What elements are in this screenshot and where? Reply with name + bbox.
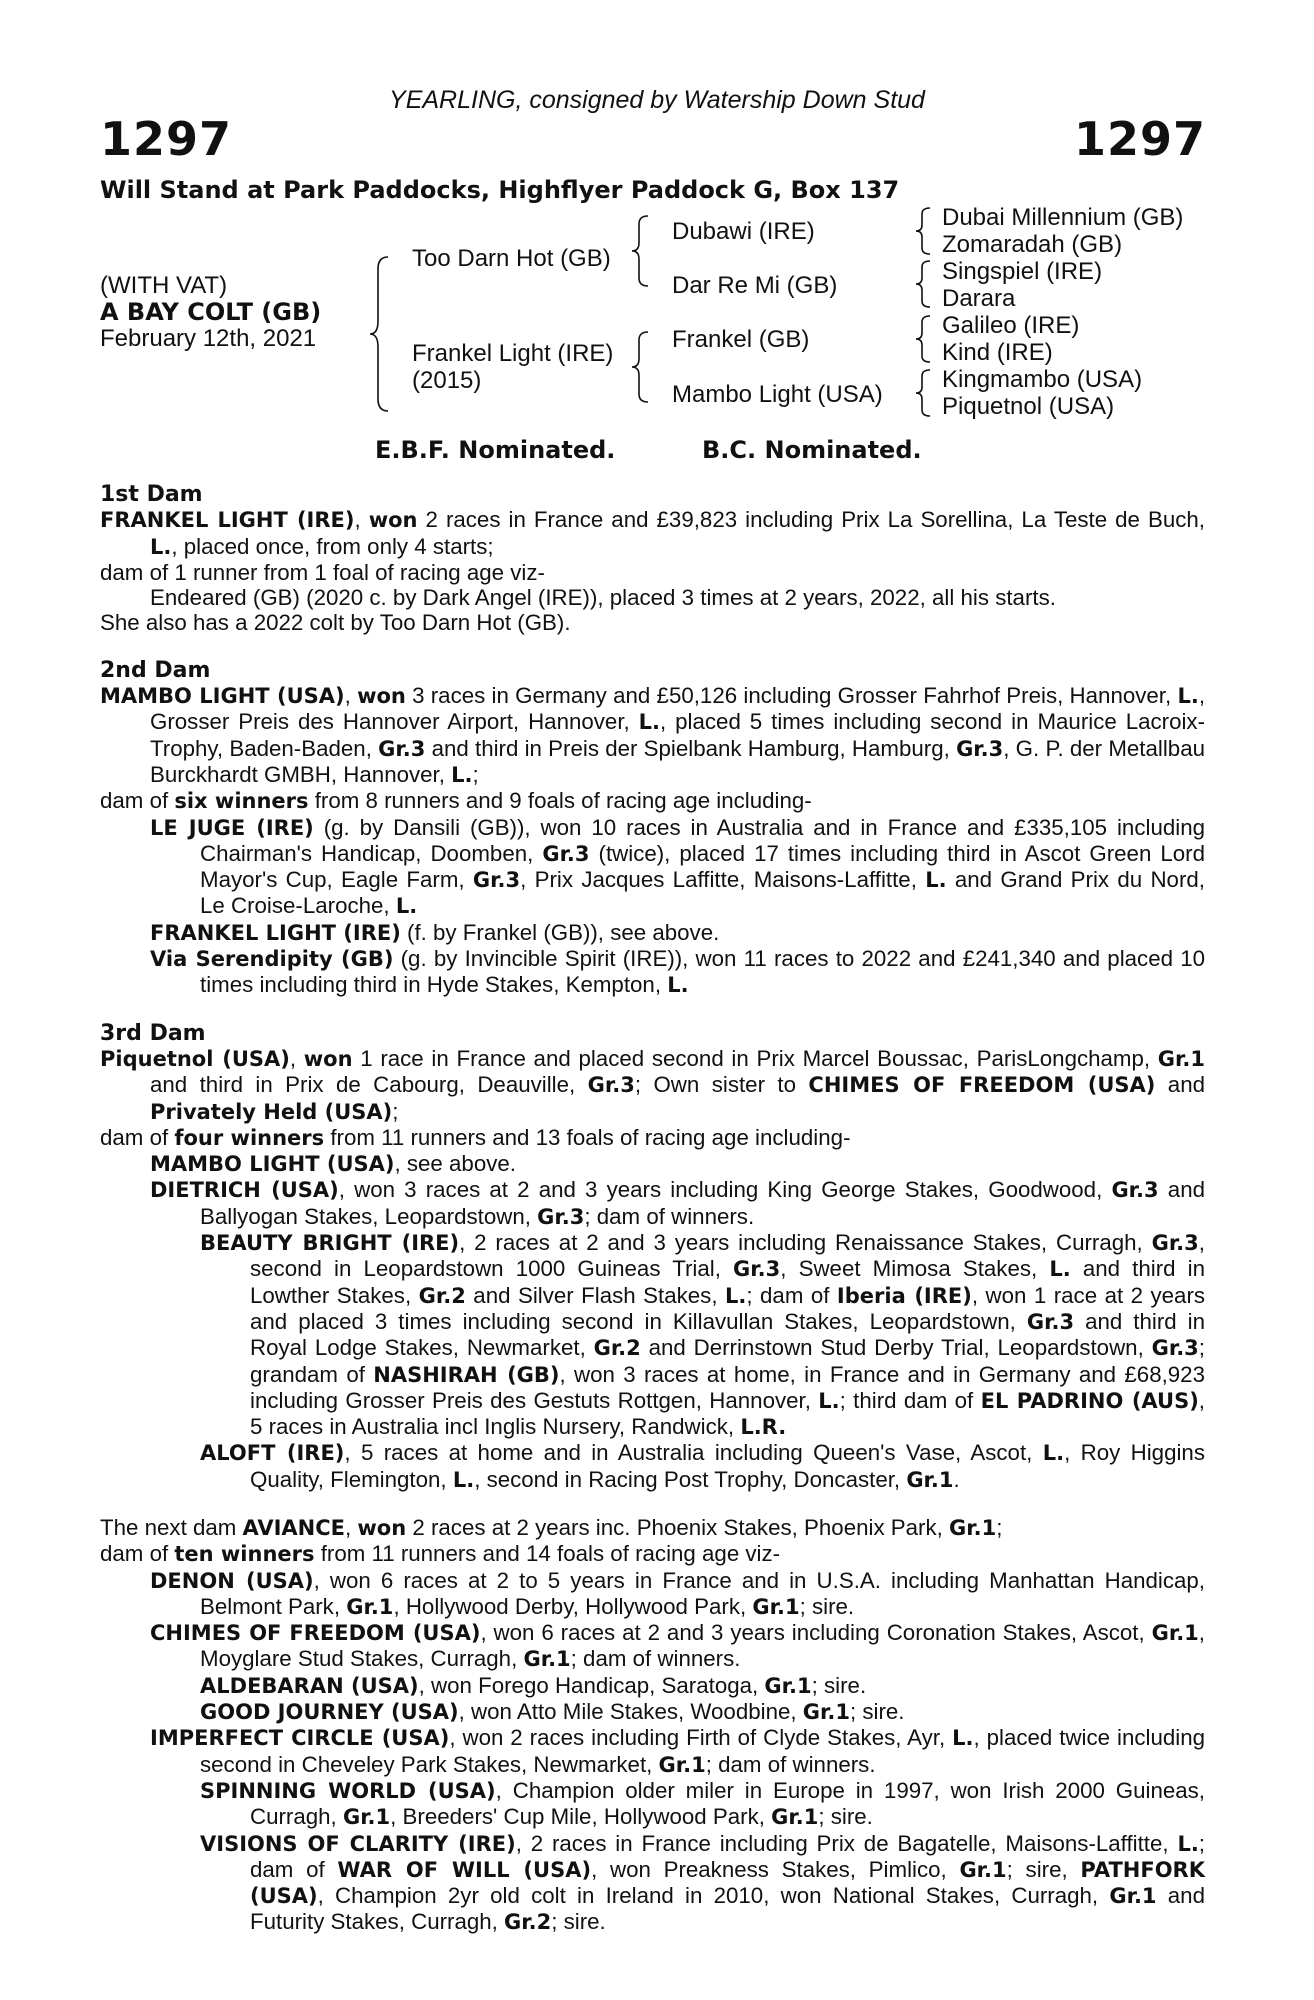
- produce-via-serendipity: [100, 946, 1205, 999]
- next-dam-section: [100, 1515, 1205, 1936]
- text-run: and Grand Prix du Nord, Le Croise-Laroche,: [200, 867, 1205, 919]
- bold-text-run: Gr.3: [1151, 1336, 1199, 1361]
- pedigree-gen3-8: Piquetnol (USA): [942, 393, 1115, 420]
- text-run: ;: [472, 761, 479, 787]
- next-dam-produce-intro: [100, 1541, 1205, 1567]
- bold-text-run: Gr.1: [1151, 1621, 1199, 1646]
- pedigree-gen3-4: Darara: [942, 285, 1016, 312]
- text-run: ,: [345, 1514, 358, 1540]
- bold-text-run: Gr.1: [771, 1805, 819, 1830]
- text-run: ; dam of: [746, 1282, 837, 1308]
- text-run: , placed twice including second in Cheveley Park Stakes, Newmarket,: [200, 1725, 1206, 1777]
- pedigree-dam-sire: Frankel (GB): [672, 326, 810, 353]
- text-run: , Sweet Mimosa Stakes,: [780, 1256, 1050, 1282]
- produce-le-juge: [100, 815, 1205, 920]
- text-run: , 5 races at home and in Australia including Queen's Vase, Ascot,: [344, 1440, 1043, 1466]
- bold-text-run: WAR OF WILL (USA): [337, 1857, 592, 1882]
- first-dam-produce: Endeared (GB) (2020 c. by Dark Angel (IRE)), placed 3 times at 2 years, 2022, all his starts.: [150, 585, 1056, 611]
- bold-text-run: Gr.1: [658, 1752, 706, 1777]
- text-run: ; Own sister to: [634, 1072, 809, 1098]
- text-run: and Derrinstown Stud Derby Trial, Leopardstown,: [640, 1335, 1152, 1361]
- pedigree-brace-dam: [630, 330, 652, 404]
- text-run: , won 2 races including Firth of Clyde Stakes, Ayr,: [449, 1725, 953, 1751]
- text-run: 2 races in France and £39,823 including Prix La Sorellina, La Teste de Buch,: [417, 507, 1206, 533]
- first-dam-section: [100, 482, 1205, 636]
- text-run: , second in Racing Post Trophy, Doncaster,: [474, 1466, 907, 1492]
- first-dam-also: She also has a 2022 colt by Too Darn Hot (GB).: [100, 610, 571, 636]
- produce-chimes-of-freedom: [100, 1620, 1205, 1673]
- text-run: , Roy Higgins Quality, Flemington,: [250, 1440, 1205, 1492]
- bold-text-run: DENON (USA): [150, 1568, 314, 1593]
- text-run: , Champion older miler in Europe in 1997, won Irish 2000 Guineas, Curragh,: [250, 1777, 1205, 1830]
- text-run: , won Forego Handicap, Saratoga,: [418, 1672, 765, 1698]
- text-run: ; dam of: [250, 1830, 1205, 1882]
- bold-text-run: L.: [1177, 1831, 1199, 1856]
- produce-spinning-world: [100, 1778, 1205, 1831]
- pedigree-sire-sire: Dubawi (IRE): [672, 218, 815, 245]
- bold-text-run: L.: [1042, 1441, 1065, 1466]
- first-dam-produce-intro: dam of 1 runner from 1 foal of racing age viz-: [100, 559, 545, 585]
- bold-text-run: four winners: [174, 1125, 325, 1150]
- bold-text-run: L.: [395, 894, 418, 919]
- text-run: (twice), placed 17 times including third in Ascot Green Lord Mayor's Cup, Eagle Farm,: [200, 840, 1205, 893]
- bold-text-run: L.: [638, 710, 661, 735]
- produce-imperfect-circle: [100, 1725, 1205, 1778]
- text-run: and third in Prix de Cabourg, Deauville,: [150, 1072, 588, 1098]
- bold-text-run: Gr.3: [542, 841, 590, 866]
- vat-note: (WITH VAT): [100, 272, 228, 299]
- bold-text-run: BEAUTY BRIGHT (IRE): [200, 1231, 460, 1256]
- pedigree-brace-main: [368, 255, 392, 413]
- text-run: and third in Preis der Spielbank Hamburg, Hamburg,: [425, 735, 957, 761]
- pedigree-brace-sire: [630, 214, 652, 288]
- text-run: (g. by Invincible Spirit (IRE)), won 11 races to 2022 and £241,340 and placed 10 times including third in Hyde Stakes, Kempton,: [200, 946, 1205, 998]
- bold-text-run: Gr.3: [537, 1204, 585, 1229]
- produce-visions-of-clarity: [100, 1831, 1205, 1936]
- text-run: from 11 runners and 13 foals of racing age including-: [324, 1124, 851, 1150]
- produce-dietrich: [100, 1177, 1205, 1230]
- produce-aloft: [100, 1440, 1205, 1493]
- bold-text-run: Gr.3: [733, 1257, 781, 1282]
- text-run: 2 races at 2 years inc. Phoenix Stakes, Phoenix Park,: [406, 1514, 950, 1540]
- text-run: and: [1155, 1072, 1206, 1098]
- bold-text-run: Iberia (IRE): [836, 1283, 972, 1308]
- text-run: ; third dam of: [839, 1387, 981, 1413]
- text-run: , placed once, from only 4 starts;: [171, 533, 494, 559]
- produce-denon: [100, 1568, 1205, 1621]
- bold-text-run: won: [368, 508, 418, 533]
- text-run: dam of: [100, 788, 175, 814]
- second-dam-record: MAMBO LIGHT (USA), won 3 races in Germany and £50,126 including Grosser Fahrhof Preis, Hannover, L., Grosser Preis des Hannover Airport, Hannover, L., placed 5 times including second in Maurice Lacroix-Trophy, Baden-Baden, Gr.3 and third in Preis der Spielbank Hamburg, Hamburg, Gr.3, G. P. der Metallbau Burckhardt GMBH, Hannover, L.;: [100, 683, 1206, 787]
- ebf-nomination: E.B.F. Nominated.: [375, 436, 616, 464]
- text-run: , 2 races in France including Prix de Bagatelle, Maisons-Laffitte,: [515, 1830, 1178, 1856]
- text-run: , 2 races at 2 and 3 years including Renaissance Stakes, Curragh,: [459, 1230, 1152, 1256]
- bold-text-run: VISIONS OF CLARITY (IRE): [200, 1831, 516, 1856]
- text-run: ; sire.: [811, 1672, 867, 1698]
- text-run: dam of: [100, 1124, 175, 1150]
- text-run: ; dam of winners.: [584, 1203, 755, 1229]
- consignment-line: YEARLING, consigned by Watership Down Stud: [389, 86, 925, 114]
- lot-number-right: 1297: [1073, 112, 1206, 166]
- second-dam-section: [100, 658, 1205, 999]
- pedigree-gen3-1: Dubai Millennium (GB): [942, 204, 1184, 231]
- pedigree-dam-year: (2015): [412, 367, 482, 394]
- text-run: from 11 runners and 14 foals of racing age viz-: [314, 1541, 781, 1567]
- text-run: , won 3 races at home, in France and in Germany and £68,923 including Grosser Preis des Gestuts Rottgen, Hannover,: [250, 1361, 1205, 1413]
- bold-text-run: LE JUGE (IRE): [150, 815, 314, 840]
- bold-text-run: Privately Held (USA): [150, 1099, 393, 1124]
- text-run: , won 6 races at 2 to 5 years in France and in U.S.A. including Manhattan Handicap, Belmont Park,: [200, 1567, 1205, 1619]
- third-dam-heading: 3rd Dam: [100, 1020, 206, 1046]
- bold-text-run: IMPERFECT CIRCLE (USA): [150, 1726, 450, 1751]
- bold-text-run: Gr.1: [906, 1467, 954, 1492]
- text-run: (f. by Frankel (GB)), see above.: [400, 919, 720, 945]
- bold-text-run: L.: [952, 1726, 974, 1751]
- produce-good-journey: [100, 1699, 1205, 1725]
- bold-text-run: won: [357, 1515, 407, 1540]
- bold-text-run: Gr.3: [378, 736, 426, 761]
- text-run: ;: [392, 1098, 399, 1124]
- pedigree-gen3-7: Kingmambo (USA): [942, 366, 1143, 393]
- pedigree-dam: Frankel Light (IRE): [412, 340, 614, 367]
- pedigree-gen3-2: Zomaradah (GB): [942, 231, 1123, 258]
- bold-text-run: L.: [451, 762, 473, 787]
- text-run: , Breeders' Cup Mile, Hollywood Park,: [390, 1804, 772, 1830]
- text-run: , placed 5 times including second in Maurice Lacroix-Trophy, Baden-Baden,: [150, 709, 1205, 761]
- text-run: .: [953, 1466, 960, 1492]
- text-run: dam of: [100, 1541, 175, 1567]
- text-run: , Moyglare Stud Stakes, Curragh,: [200, 1620, 1205, 1672]
- text-run: ; dam of winners.: [705, 1751, 876, 1777]
- text-run: , won 6 races at 2 and 3 years including Coronation Stakes, Ascot,: [480, 1620, 1152, 1646]
- text-run: , G. P. der Metallbau Burckhardt GMBH, Hannover,: [150, 735, 1205, 787]
- second-dam-heading: 2nd Dam: [100, 657, 211, 683]
- bold-text-run: ALOFT (IRE): [200, 1441, 345, 1466]
- dam-line-text: [100, 482, 1205, 1936]
- produce-beauty-bright: [100, 1230, 1205, 1440]
- bold-text-run: six winners: [174, 789, 309, 814]
- bold-text-run: Gr.3: [1151, 1231, 1199, 1256]
- bold-text-run: L.: [725, 1283, 747, 1308]
- text-run: and third in Royal Lodge Stakes, Newmarket,: [250, 1308, 1206, 1361]
- text-run: , see above.: [394, 1151, 516, 1177]
- text-run: ; sire.: [551, 1909, 606, 1935]
- bold-text-run: Gr.1: [346, 1594, 394, 1619]
- bold-text-run: AVIANCE: [242, 1515, 346, 1540]
- pedigree-brace-g2: [914, 259, 934, 309]
- produce-aldebaran: [100, 1673, 1205, 1699]
- produce-mambo-light: [100, 1151, 1205, 1177]
- text-run: , Hollywood Derby, Hollywood Park,: [393, 1593, 753, 1619]
- pedigree-gen3-5: Galileo (IRE): [942, 312, 1080, 339]
- bold-text-run: L.: [452, 1467, 475, 1492]
- text-run: , won Preakness Stakes, Pimlico,: [591, 1856, 960, 1882]
- horse-foaled: February 12th, 2021: [100, 325, 317, 352]
- pedigree-brace-g3: [914, 314, 934, 364]
- bold-text-run: Gr.1: [949, 1515, 997, 1540]
- pedigree-dam-dam: Mambo Light (USA): [672, 381, 883, 408]
- bold-text-run: Gr.3: [1111, 1178, 1159, 1203]
- bold-text-run: L.: [925, 868, 947, 893]
- bold-text-run: Via Serendipity (GB): [150, 947, 394, 972]
- bold-text-run: SPINNING WORLD (USA): [200, 1778, 496, 1803]
- pedigree-gen3-6: Kind (IRE): [942, 339, 1053, 366]
- bold-text-run: MAMBO LIGHT (USA): [100, 684, 345, 709]
- bold-text-run: Gr.1: [764, 1673, 812, 1698]
- pedigree-gen3-3: Singspiel (IRE): [942, 258, 1103, 285]
- bold-text-run: L.: [1049, 1257, 1071, 1282]
- text-run: , won 3 races at 2 and 3 years including King George Stakes, Goodwood,: [338, 1177, 1112, 1203]
- bold-text-run: L.: [150, 534, 172, 559]
- bold-text-run: won: [303, 1046, 353, 1071]
- text-run: , second in Leopardstown 1000 Guineas Trial,: [250, 1230, 1205, 1282]
- bold-text-run: L.R.: [740, 1415, 787, 1440]
- second-dam-produce-intro: [100, 788, 1205, 814]
- text-run: , won Atto Mile Stakes, Woodbine,: [458, 1699, 803, 1725]
- bold-text-run: DIETRICH (USA): [150, 1178, 339, 1203]
- third-dam-record: Piquetnol (USA), won 1 race in France and placed second in Prix Marcel Boussac, ParisLongchamp, Gr.1 and third in Prix de Cabourg, Deauville, Gr.3; Own sister to CHIMES OF FREEDOM (USA) and Privately Held (USA);: [100, 1045, 1206, 1124]
- bold-text-run: L.: [818, 1388, 840, 1413]
- bold-text-run: Gr.3: [1026, 1309, 1075, 1334]
- bold-text-run: ALDEBARAN (USA): [200, 1673, 419, 1698]
- lot-number-left: 1297: [100, 112, 233, 166]
- bold-text-run: ten winners: [174, 1542, 315, 1567]
- bold-text-run: L.: [1177, 684, 1199, 709]
- third-dam-produce-intro: [100, 1125, 1205, 1151]
- text-run: from 8 runners and 9 foals of racing age including-: [308, 788, 812, 814]
- text-run: ; sire,: [1006, 1856, 1081, 1882]
- text-run: and Ballyogan Stakes, Leopardstown,: [200, 1177, 1205, 1229]
- bc-nomination: B.C. Nominated.: [702, 436, 922, 464]
- pedigree-brace-g1: [914, 206, 934, 256]
- text-run: ;: [996, 1514, 1003, 1540]
- pedigree-brace-g4: [914, 368, 934, 418]
- bold-text-run: won: [357, 684, 406, 709]
- bold-text-run: CHIMES OF FREEDOM (USA): [150, 1621, 481, 1646]
- bold-text-run: Gr.3: [472, 868, 521, 893]
- text-run: ; sire.: [818, 1804, 873, 1830]
- bold-text-run: GOOD JOURNEY (USA): [200, 1700, 459, 1725]
- text-run: , 5 races in Australia incl Inglis Nursery, Randwick,: [250, 1387, 1205, 1440]
- text-run: , Champion 2yr old colt in Ireland in 2010, won National Stakes, Curragh,: [317, 1883, 1110, 1909]
- pedigree-sire-dam: Dar Re Mi (GB): [672, 272, 838, 299]
- bold-text-run: Gr.2: [593, 1336, 641, 1361]
- bold-text-run: Gr.1: [523, 1647, 571, 1672]
- text-run: , Grosser Preis des Hannover Airport, Hannover,: [150, 683, 1206, 735]
- bold-text-run: L.: [667, 973, 689, 998]
- text-run: 3 races in Germany and £50,126 including Grosser Fahrhof Preis, Hannover,: [405, 683, 1178, 709]
- text-run: and Futurity Stakes, Curragh,: [250, 1883, 1205, 1935]
- pedigree-sire: Too Darn Hot (GB): [412, 245, 611, 272]
- text-run: ; sire.: [799, 1593, 855, 1619]
- text-run: and third in Lowther Stakes,: [250, 1256, 1205, 1308]
- bold-text-run: FRANKEL LIGHT (IRE): [100, 508, 355, 533]
- text-run: The next dam: [100, 1514, 243, 1540]
- next-dam-record: [100, 1515, 1205, 1541]
- bold-text-run: CHIMES OF FREEDOM (USA): [808, 1073, 1156, 1098]
- first-dam-heading: 1st Dam: [100, 482, 203, 507]
- bold-text-run: MAMBO LIGHT (USA): [150, 1152, 395, 1177]
- bold-text-run: FRANKEL LIGHT (IRE): [150, 920, 401, 945]
- bold-text-run: Gr.2: [504, 1910, 552, 1935]
- bold-text-run: Gr.1: [752, 1594, 800, 1619]
- bold-text-run: Gr.2: [418, 1283, 466, 1308]
- bold-text-run: NASHIRAH (GB): [373, 1362, 560, 1387]
- first-dam-record: FRANKEL LIGHT (IRE), won 2 races in France and £39,823 including Prix La Sorellina, La Teste de Buch, L., placed once, from only 4 starts;: [100, 507, 1206, 559]
- horse-name: A BAY COLT (GB): [100, 298, 322, 326]
- text-run: ; dam of winners.: [570, 1646, 741, 1672]
- bold-text-run: Gr.1: [959, 1857, 1007, 1882]
- bold-text-run: PATHFORK (USA): [250, 1857, 1206, 1909]
- bold-text-run: Gr.1: [1109, 1884, 1157, 1909]
- bold-text-run: Gr.1: [1157, 1046, 1205, 1071]
- text-run: , Prix Jacques Laffitte, Maisons-Laffitte,: [520, 867, 926, 893]
- bold-text-run: Gr.1: [802, 1700, 850, 1725]
- bold-text-run: Piquetnol (USA): [100, 1046, 290, 1071]
- stand-location: Will Stand at Park Paddocks, Highflyer Paddock G, Box 137: [100, 176, 900, 204]
- bold-text-run: Gr.3: [587, 1073, 635, 1098]
- text-run: (g. by Dansili (GB)), won 10 races in Australia and in France and £335,105 including Chairman's Handicap, Doomben,: [200, 814, 1205, 866]
- text-run: , won 1 race at 2 years and placed 3 times including second in Killavullan Stakes, Leopardstown,: [250, 1282, 1206, 1334]
- bold-text-run: EL PADRINO (AUS): [980, 1388, 1199, 1413]
- text-run: 1 race in France and placed second in Prix Marcel Boussac, ParisLongchamp,: [352, 1045, 1158, 1071]
- text-run: ; sire.: [849, 1699, 905, 1725]
- bold-text-run: Gr.1: [342, 1805, 391, 1830]
- third-dam-section: [100, 1021, 1205, 1493]
- produce-frankel-light: [100, 920, 1205, 946]
- text-run: ; grandam of: [250, 1335, 1205, 1387]
- text-run: and Silver Flash Stakes,: [465, 1282, 725, 1308]
- bold-text-run: Gr.3: [956, 736, 1004, 761]
